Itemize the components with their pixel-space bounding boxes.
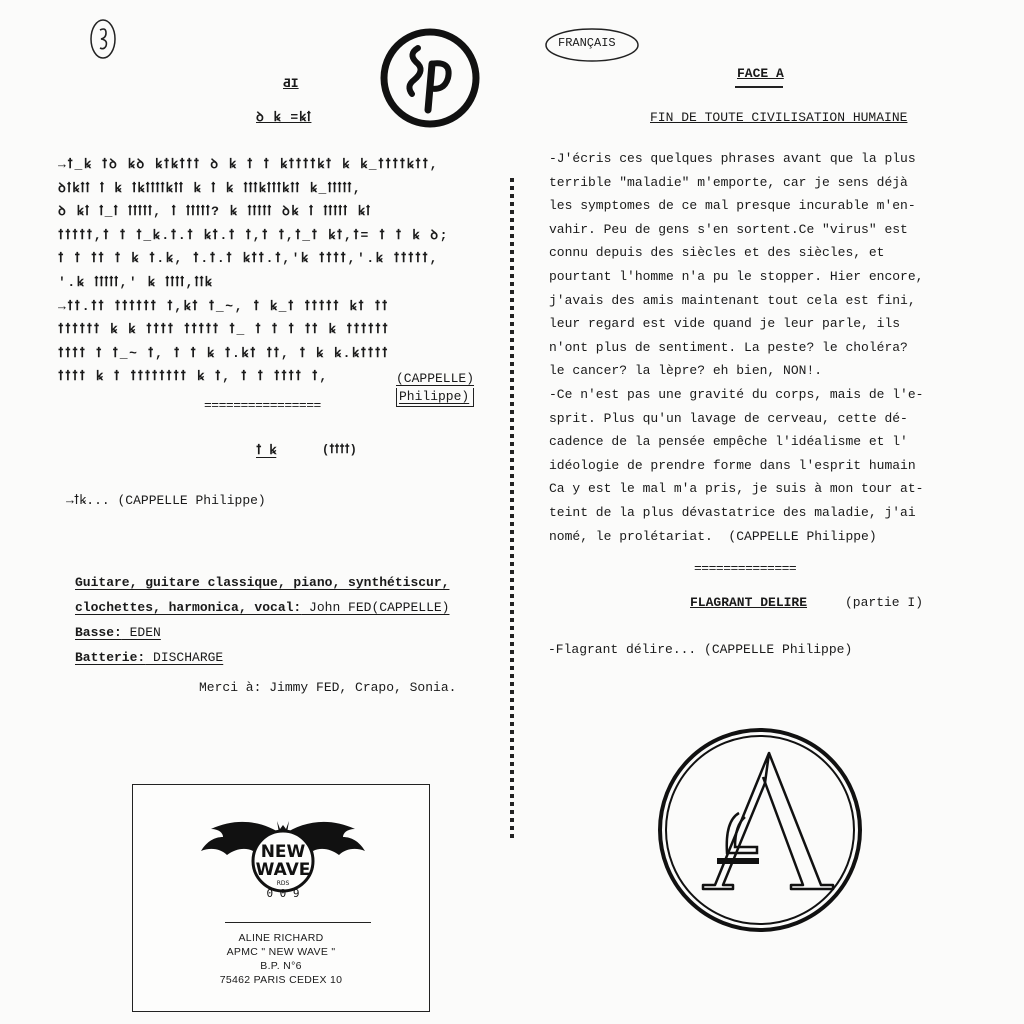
instrument-list: clochettes, harmonica, vocal: <box>75 600 302 615</box>
handwritten-mark-icon <box>88 18 118 60</box>
text-line: j'avais des amis maintenant tout cela est fini, <box>549 292 916 308</box>
song-b-title: FLAGRANT DELIRE <box>690 595 808 610</box>
text-line: pourtant l'homme n'a pu le stopper. Hier encore, <box>549 268 924 284</box>
lyrics-block <box>58 154 498 390</box>
left-credit <box>396 370 474 407</box>
credit-firstname: Philippe) <box>396 388 474 407</box>
lyrics-line: →ꝉꝉ.ꝉꝉ ꝉꝉꝉꝉꝉꝉ ꝉ,ꝃꝉ ꝉ_~, ꝉ ꝃ_ꝉ ꝉꝉꝉꝉꝉ ꝃꝉ ꝉꝉ <box>58 298 390 314</box>
logo-text-sub: RDS <box>276 880 290 887</box>
left-title: ƋI <box>283 76 299 91</box>
a-circle-logo <box>655 725 865 935</box>
lyrics-line: ꝉꝉꝉꝉꝉꝉ ꝃ ꝃ ꝉꝉꝉꝉ ꝉꝉꝉꝉꝉ ꝉ_ ꝉ ꝉ ꝉ ꝉꝉ ꝃ ꝉꝉꝉꝉꝉꝉ <box>58 322 390 338</box>
song-b-subtitle: (partie I) <box>845 595 924 610</box>
face-label: FACE A <box>737 66 784 81</box>
text-line: -Ce n'est pas une gravité du corps, mais de l'e- <box>549 386 924 402</box>
address-line: APMC " NEW WAVE " <box>226 946 336 958</box>
bass-label: Basse: <box>75 625 122 640</box>
instrument-row <box>75 595 449 620</box>
lyrics-line: →ꝉ_ꝃ ꝉꝺ ꝃꝺ ꝃꝉꝃꝉꝉꝉ ꝺ ꝃ ꝉ ꝉ ꝃꝉꝉꝉꝉꝃꝉ ꝃ ꝃ_ꝉꝉꝉꝉꝃꝉꝉ, <box>58 157 440 172</box>
text-line: -J'écris ces quelques phrases avant que la plus <box>549 151 916 166</box>
separator: ================ <box>204 398 321 413</box>
bat-logo-icon <box>193 799 373 899</box>
text-line: vahir. Peu de gens s'en sortent.Ce "virus" est <box>549 221 908 237</box>
text-line: sprit. Plus qu'un lavage de cerveau, cette dé- <box>549 410 908 426</box>
musician-credits <box>75 570 449 670</box>
text-line: connu depuis des siècles et des siècles, et <box>549 245 885 261</box>
lyrics-line: ꝉ ꝉ ꝉꝉ ꝉ ꝃ ꝉ.ꝃ, ꝉ.ꝉ.ꝉ ꝃꝉꝉ.ꝉ,'ꝃ ꝉꝉꝉꝉ,'.ꝃ ꝉꝉꝉꝉꝉ, <box>58 251 439 267</box>
bass-name: EDEN <box>121 625 161 640</box>
address-line: B.P. N°6 <box>260 960 302 972</box>
text-line: le cancer? la lèpre? eh bien, NON!. <box>549 363 823 379</box>
logo-text-top: NEW <box>260 842 306 862</box>
lyrics-line: ꝉꝉꝉꝉ ꝉ ꝉ_~ ꝉ, ꝉ ꝉ ꝃ ꝉ.ꝃꝉ ꝉꝉ, ꝉ ꝃ ꝃ.ꝃꝉꝉꝉꝉ <box>58 345 390 361</box>
text-line: n'ont plus de sentiment. La peste? le choléra? <box>549 339 908 355</box>
address-line: 75462 PARIS CEDEX 10 <box>219 974 343 986</box>
bass-row <box>75 620 449 645</box>
text-line: idéologie de prendre forme dans l'esprit humain <box>549 457 916 473</box>
lyrics-line: ꝺ ꝃꝉ ꝉ_ꝉ ꝉꝉꝉꝉꝉ, ꝉ ꝉꝉꝉꝉꝉ? ꝃ ꝉꝉꝉꝉꝉ ꝺꝃ ꝉ ꝉꝉꝉꝉꝉ ꝃꝉ <box>58 204 372 220</box>
face-underline <box>735 86 783 88</box>
thanks-line: Merci à: Jimmy FED, Crapo, Sonia. <box>199 680 457 695</box>
catalog-number: 0 0 9 <box>266 887 300 899</box>
text-line: Ca y est le mal m'a pris, je suis à mon tour at- <box>549 481 924 497</box>
record-label-box <box>132 784 430 1012</box>
text-line: terrible "maladie" m'emporte, car je sens déjà <box>549 174 908 190</box>
separator: ============== <box>694 561 797 576</box>
left-song-title: ꝉ ꝃ <box>256 443 277 458</box>
lyrics-line: ꝉꝉꝉꝉ ꝃ ꝉ ꝉꝉꝉꝉꝉꝉꝉꝉ ꝃ ꝉ, ꝉ ꝉ ꝉꝉꝉꝉ ꝉ, <box>58 369 329 385</box>
drums-row <box>75 645 449 670</box>
address-line: ALINE RICHARD <box>238 932 324 944</box>
left-song-subtitle: (ꝉꝉꝉꝉ) <box>322 443 357 457</box>
logo-text-bottom: WAVE <box>255 860 311 880</box>
lyrics-line: ꝺꝉꝃꝉꝉ ꝉ ꝃ ꝉꝃꝉꝉꝉꝉꝃꝉꝉ ꝃ ꝉ ꝃ ꝉꝉꝉꝃꝉꝉꝉꝃꝉꝉ ꝃ_ꝉꝉꝉꝉꝉ, <box>58 180 363 196</box>
instrument-list: Guitare, guitare classique, piano, synthétiscur, <box>75 575 450 590</box>
musician-name: John FED(CAPPELLE) <box>301 600 450 615</box>
lyrics-text <box>549 151 989 552</box>
label-address <box>133 931 429 987</box>
song-a-title: FIN DE TOUTE CIVILISATION HUMAINE <box>650 110 908 125</box>
lyrics-line: '.ꝃ ꝉꝉꝉꝉꝉ,' ꝃ ꝉꝉꝉꝉ,ꝉꝉꝃ <box>58 274 214 290</box>
lyrics-line: ꝉꝉꝉꝉꝉ,ꝉ ꝉ ꝉ_ꝃ.ꝉ.ꝉ ꝃꝉ.ꝉ ꝉ,ꝉ ꝉ,ꝉ_ꝉ ꝃꝉ,ꝉ= ꝉ ꝉ ꝃ ꝺ; <box>58 227 450 243</box>
language-text: FRANÇAIS <box>558 36 616 50</box>
left-song-heading: ꝺ ꝃ =ꝃꝉ <box>256 110 312 125</box>
drums-label: Batterie: <box>75 650 146 665</box>
drums-name: DISCHARGE <box>145 650 224 665</box>
language-label <box>544 27 640 63</box>
text-line: les symptomes de ce mal presque incurable m'en- <box>549 198 916 214</box>
song-b-credit: -Flagrant délire... (CAPPELLE Philippe) <box>548 642 853 657</box>
sp-circle-logo <box>378 26 482 130</box>
text-line: cadence de la pensée empêche l'idéalisme et l' <box>549 434 908 450</box>
text-line: leur regard est vide quand je leur parle, ils <box>549 316 901 332</box>
text-line: teint de la plus dévastatrice des maladie, j'ai <box>549 504 916 520</box>
column-divider <box>510 178 514 838</box>
left-song-credit: →ꝉꝃ... (CAPPELLE Philippe) <box>66 493 266 508</box>
address-divider <box>225 922 371 923</box>
credit-surname: (CAPPELLE) <box>396 371 475 386</box>
text-line: nomé, le prolétariat. (CAPPELLE Philippe) <box>549 528 877 544</box>
